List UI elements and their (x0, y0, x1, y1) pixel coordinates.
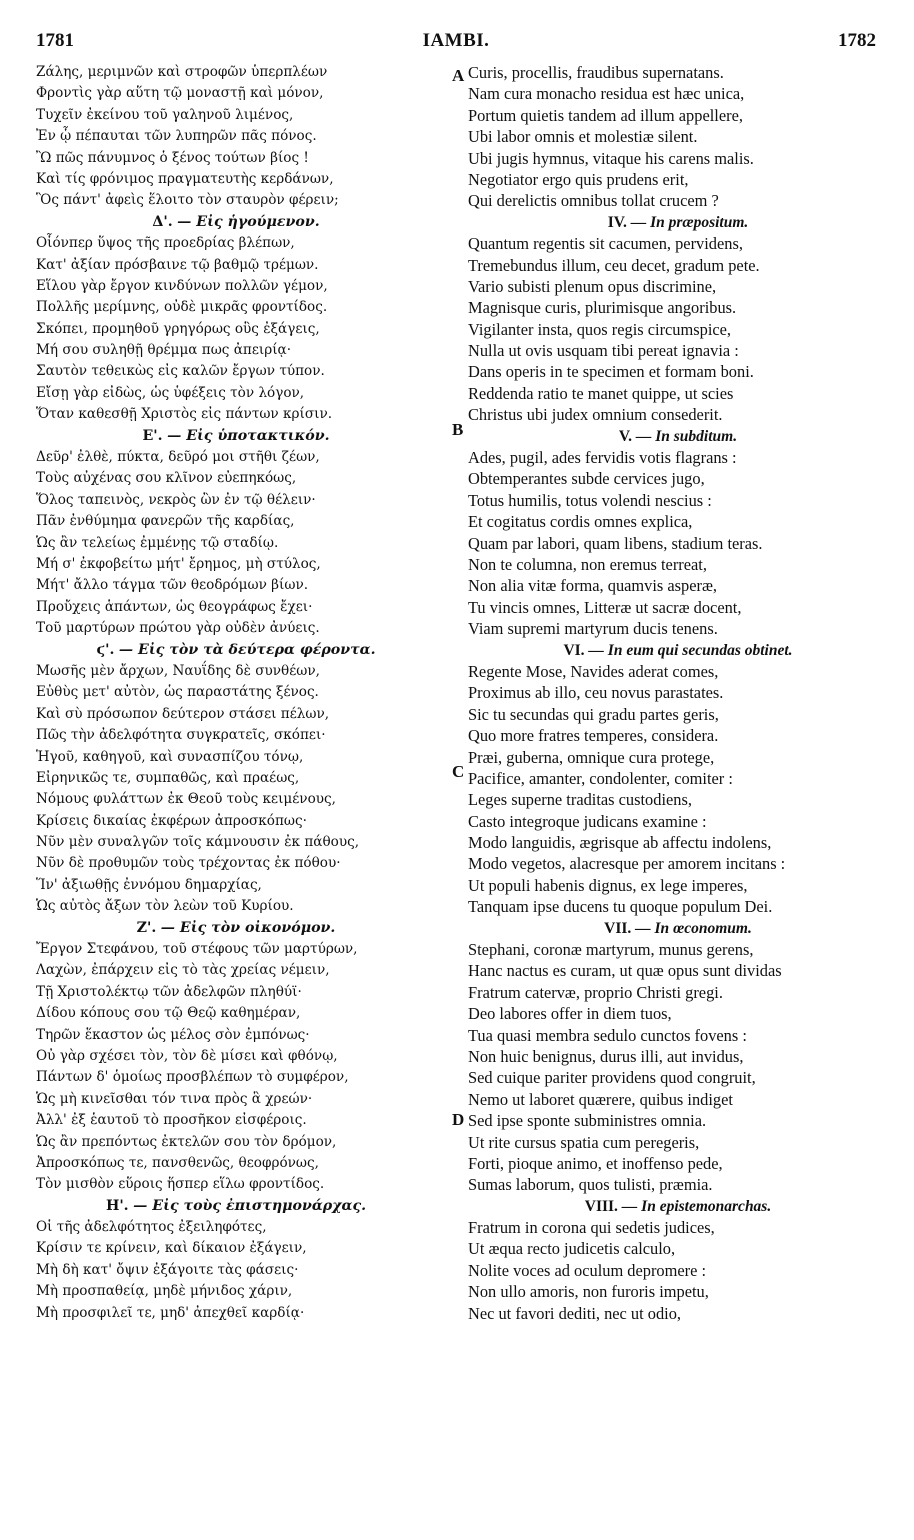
greek-verse-line: Οὐ γὰρ σχέσει τὸν, τὸν δὲ μίσει καὶ φθόνῳ, (36, 1047, 338, 1064)
latin-verse-line: Modo vegetos, alacresque per amorem incitans : (468, 854, 786, 874)
greek-verse-line: Εἴσῃ γὰρ εἰδὼς, ὡς ὑφέξεις τὸν λόγον, (36, 384, 305, 401)
latin-section-heading (468, 426, 888, 447)
latin-verse-line: Tanquam ipse ducens tu quoque populum Dei. (468, 897, 773, 917)
section-title: — In eum qui secundas obtinet. (588, 641, 793, 659)
latin-verse-line: Ut æqua recto judicetis calculo, (468, 1239, 676, 1259)
greek-verse-line: Τηρῶν ἕκαστον ὡς μέλος σὸν ἐμπόνως· (36, 1026, 310, 1043)
latin-verse-line: Christus ubi judex omnium consederit. (468, 405, 723, 425)
latin-section-heading (468, 212, 888, 233)
greek-verse-line: Εἰρηνικῶς τε, συμπαθῶς, καὶ πραέως, (36, 769, 300, 786)
greek-verse-line: Δεῦρ' ἐλθὲ, πύκτα, δεῦρό μοι στῆθι ζέων, (36, 449, 320, 466)
latin-verse-line: Præi, guberna, omnique cura protege, (468, 747, 715, 767)
latin-verse-line: Ut rite cursus spatia cum peregeris, (468, 1132, 700, 1152)
latin-verse-line: Leges superne traditas custodiens, (468, 790, 692, 810)
greek-verse-line: Τοὺς αὐχένας σου κλῖνον εὐεπηκόως, (36, 470, 297, 487)
section-title: — In epistemonarchas. (621, 1197, 772, 1215)
section-number: V. (618, 427, 632, 445)
latin-verse-line: Sed cuique pariter providens quod congruit, (468, 1068, 756, 1088)
greek-verse-line: Μή σ' ἐκφοβείτω μήτ' ἔρημος, μὴ στύλος, (36, 555, 321, 572)
greek-verse-line: Οἷόνπερ ὕψος τῆς προεδρίας βλέπων, (36, 235, 295, 252)
greek-verse-line: Ἵν' ἀξιωθῇς ἐννόμου δημαρχίας, (36, 876, 262, 893)
greek-verse-line: Νῦν μὲν συναλγῶν τοῖς κάμνουσιν ἐκ πάθους, (36, 834, 360, 851)
section-title: — Εἰς τὸν τὰ δεύτερα φέροντα. (118, 641, 376, 658)
latin-verse-line: Negotiator ergo quis prudens erit, (468, 169, 689, 189)
section-title: — In præpositum. (630, 213, 749, 231)
latin-verse-line: Nolite voces ad oculum depromere : (468, 1260, 707, 1280)
margin-marker-a: A (452, 66, 465, 85)
latin-verse-line: Hanc nactus es curam, ut quæ opus sunt dividas (468, 961, 782, 981)
section-number: Ε'. (142, 427, 163, 444)
latin-verse-line: Quam par labori, quam libens, stadium teras. (468, 533, 763, 553)
latin-verse-line: Quo more fratres temperes, considera. (468, 726, 719, 746)
greek-verse-line: Ὡς ἂν πρεπόντως ἐκτελῶν σου τὸν δρόμον, (36, 1133, 337, 1150)
greek-verse-line: Ὃς πάντ' ἀφεὶς ἕλοιτο τὸν σταυρὸν φέρειν; (36, 192, 339, 209)
latin-verse-line: Nulla ut ovis usquam tibi pereat ignavia : (468, 341, 739, 361)
latin-verse-line: Viam supremi martyrum ducis tenens. (468, 619, 718, 639)
latin-verse-line: Et cogitatus cordis omnes explica, (468, 512, 693, 532)
greek-verse-line: Προὔχεις ἁπάντων, ὡς θεογράφως ἔχει· (36, 598, 313, 615)
greek-verse-line: Τυχεῖν ἐκείνου τοῦ γαληνοῦ λιμένος, (36, 106, 294, 123)
latin-verse-line: Casto integroque judicans examine : (468, 811, 707, 831)
greek-verse-line: Ὡς αὐτὸς ἄξων τὸν λεὼν τοῦ Κυρίου. (36, 898, 294, 915)
greek-verse-line: Νῦν δὲ προθυμῶν τοὺς τρέχοντας ἐκ πόθου· (36, 855, 341, 872)
latin-column (468, 62, 888, 1324)
greek-column (36, 62, 436, 1324)
greek-verse-line: Κατ' ἀξίαν πρόσβαινε τῷ βαθμῷ τρέμων. (36, 256, 319, 273)
greek-verse-line: Καὶ σὺ πρόσωπον δεύτερον στάσει πέλων, (36, 705, 330, 722)
latin-verse-line: Tremebundus illum, ceu decet, gradum pete. (468, 255, 760, 275)
greek-section-heading (36, 918, 436, 939)
latin-verse-line: Non ullo amoris, non furoris impetu, (468, 1282, 709, 1302)
greek-verse-line: Δίδου κόπους σου τῷ Θεῷ καθημέραν, (36, 1005, 301, 1022)
latin-verse-line: Sed ipse sponte subministres omnia. (468, 1111, 707, 1131)
page-number-right: 1782 (838, 30, 876, 51)
section-title: — Εἰς τὸν οἰκονόμον. (160, 919, 336, 936)
greek-section-heading (36, 426, 436, 447)
section-number: VII. (604, 919, 632, 937)
latin-verse-line: Sic tu secundas qui gradu partes geris, (468, 704, 719, 724)
greek-section-heading (36, 1196, 436, 1217)
section-number: ϛ'. (96, 641, 115, 658)
section-title: — Εἰς ὑποτακτικόν. (167, 427, 330, 444)
latin-verse-line: Nam cura monacho residua est hæc unica, (468, 84, 745, 104)
greek-verse-line: Πολλῆς μερίμνης, οὐδὲ μικρᾶς φροντίδος. (36, 299, 328, 316)
section-title: — In subditum. (635, 427, 738, 445)
greek-verse-line: Μὴ προσπαθείᾳ, μηδὲ μήνιδος χάριν, (36, 1283, 293, 1300)
latin-verse-line: Qui derelictis omnibus tollat crucem ? (468, 191, 719, 211)
greek-verse-line: Εἵλου γὰρ ἔργον κινδύνων πολλῶν γέμον, (36, 277, 328, 294)
latin-verse-line: Ades, pugil, ades fervidis votis flagrans : (468, 448, 737, 468)
greek-verse-line: Ἡγοῦ, καθηγοῦ, καὶ συνασπίζου τόνῳ, (36, 748, 304, 765)
greek-verse-line: Κρίσεις δικαίας ἐκφέρων ἀπροσκόπως· (36, 812, 307, 829)
greek-verse-line: Ὅλος ταπεινὸς, νεκρὸς ὢν ἐν τῷ θέλειν· (36, 491, 316, 508)
section-title: — Εἰς τοὺς ἐπιστημονάρχας. (133, 1197, 367, 1214)
greek-verse-line: Τὸν μισθὸν εὕροις ἥσπερ εἵλω φροντίδος. (36, 1176, 325, 1193)
greek-verse-line: Ἐν ᾧ πέπαυται τῶν λυπηρῶν πᾶς πόνος. (36, 128, 317, 145)
section-number: VI. (563, 641, 585, 659)
greek-verse-line: Νόμους φυλάττων ἐκ Θεοῦ τοὺς κειμένους, (36, 791, 336, 808)
margin-marker-b: B (452, 420, 464, 439)
section-number: VIII. (584, 1197, 618, 1215)
greek-verse-line: Οἱ τῆς ἀδελφότητος ἐξειληφότες, (36, 1219, 267, 1236)
latin-verse-line: Regente Mose, Navides aderat comes, (468, 661, 719, 681)
greek-verse-line: Μή σου συληθῇ θρέμμα πως ἀπειρίᾳ· (36, 342, 292, 359)
greek-verse-line: Μὴ δὴ κατ' ὄψιν ἐξάγοιτε τὰς φάσεις· (36, 1261, 299, 1278)
latin-verse-line: Reddenda ratio te manet quippe, ut scies (468, 383, 734, 403)
greek-verse-line: Ἔργον Στεφάνου, τοῦ στέφους τῶν μαρτύρων, (36, 941, 358, 958)
greek-verse-line: Ὅταν καθεσθῇ Χριστὸς εἰς πάντων κρίσιν. (36, 406, 333, 423)
greek-verse-line: Μήτ' ἄλλο τάγμα τῶν θεοδρόμων βίων. (36, 577, 309, 594)
margin-marker-d: D (452, 1110, 465, 1129)
latin-section-heading (468, 640, 888, 661)
greek-verse-line: Ὢ πῶς πάνυμνος ὁ ξένος τούτων βίος ! (36, 149, 309, 166)
greek-verse-line: Καὶ τίς φρόνιμος πραγματευτὴς κερδάνων, (36, 170, 334, 187)
greek-verse-line: Πάντων δ' ὁμοίως προσβλέπων τὸ συμφέρον, (36, 1069, 349, 1086)
greek-verse-line: Τῇ Χριστολέκτῳ τῶν ἀδελφῶν πληθύϊ· (36, 983, 302, 1000)
latin-verse-line: Obtemperantes subde cervices jugo, (468, 469, 705, 489)
latin-verse-line: Stephani, coronæ martyrum, munus gerens, (468, 940, 754, 960)
latin-verse-line: Non te columna, non eremus terreat, (468, 554, 707, 574)
greek-verse-line: Ζάλης, μεριμνῶν καὶ στροφῶν ὑπερπλέων (36, 64, 328, 80)
latin-section-heading (468, 1196, 888, 1217)
section-number: Δ'. (152, 213, 173, 230)
latin-verse-line: Ubi labor omnis et molestiæ silent. (468, 127, 698, 147)
latin-verse-line: Nec ut favori dediti, nec ut odio, (468, 1303, 682, 1323)
greek-verse-line: Ἀλλ' ἐξ ἑαυτοῦ τὸ προσῆκον εἰσφέροις. (36, 1112, 307, 1129)
greek-section-heading (36, 640, 436, 661)
greek-verse-line: Τοῦ μαρτύρων πρώτου γὰρ οὐδὲν ἀνύεις. (36, 620, 320, 637)
latin-verse-line: Curis, procellis, fraudibus supernatans. (468, 63, 724, 82)
latin-verse-line: Deo labores offer in diem tuos, (468, 1004, 672, 1024)
latin-verse-line: Nemo ut laboret quærere, quibus indiget (468, 1089, 733, 1109)
latin-verse-line: Modo languidis, ægrisque ab affectu indolens, (468, 833, 772, 853)
latin-verse-line: Sumas laborum, quos tulisti, præmia. (468, 1175, 713, 1195)
greek-section-heading (36, 212, 436, 233)
latin-verse-line: Non huic benignus, durus illi, aut invidus, (468, 1046, 744, 1066)
greek-verse-line: Σκόπει, προμηθοῦ γρηγόρως οὓς ἐξάγεις, (36, 320, 320, 337)
latin-verse-line: Vigilanter insta, quos regis circumspice, (468, 319, 732, 339)
section-number: IV. (607, 213, 627, 231)
page-header (36, 30, 876, 58)
greek-verse-line: Πῶς τὴν ἀδελφότητα συγκρατεῖς, σκόπει· (36, 727, 326, 744)
latin-verse-line: Ubi jugis hymnus, vitaque his carens malis. (468, 148, 754, 168)
latin-verse-line: Tua quasi membra sedulo cunctos fovens : (468, 1025, 747, 1045)
greek-verse-line: Ἀπροσκόπως τε, πανσθενῶς, θεοφρόνως, (36, 1154, 319, 1171)
greek-verse-line: Ὡς ἂν τελείως ἐμμένῃς τῷ σταδίῳ. (36, 534, 279, 551)
latin-section-heading (468, 918, 888, 939)
greek-verse-line: Σαυτὸν τεθεικὼς εἰς καλῶν ἔργων τύπον. (36, 363, 325, 380)
margin-marker-c: C (452, 762, 465, 781)
greek-verse-line: Ὡς μὴ κινεῖσθαι τόν τινα πρὸς ἃ χρεών· (36, 1090, 313, 1107)
running-head: IAMBI. (422, 30, 490, 51)
section-number: Ζ'. (136, 919, 157, 936)
latin-verse-line: Non alia vitæ forma, quamvis asperæ, (468, 576, 717, 596)
page-number-left: 1781 (36, 30, 74, 51)
latin-verse-line: Tu vincis omnes, Litteræ ut sacræ docent, (468, 597, 742, 617)
latin-verse-line: Totus humilis, totus volendi nescius : (468, 490, 712, 510)
latin-verse-line: Portum quietis tandem ad illum appellere, (468, 105, 743, 125)
latin-verse-line: Forti, pioque animo, et inoffenso pede, (468, 1153, 723, 1173)
latin-verse-line: Magnisque curis, plurimisque angoribus. (468, 298, 737, 318)
latin-verse-line: Proximus ab illo, ceu novus parastates. (468, 683, 724, 703)
latin-verse-line: Fratrum catervæ, proprio Christi gregi. (468, 982, 723, 1002)
latin-verse-line: Fratrum in corona qui sedetis judices, (468, 1218, 715, 1238)
greek-verse-line: Εὐθὺς μετ' αὐτὸν, ὡς παραστάτης ξένος. (36, 684, 319, 701)
latin-verse-line: Dans operis in te specimen et formam boni. (468, 362, 754, 382)
latin-verse-line: Pacifice, amanter, condolenter, comiter : (468, 768, 733, 788)
latin-verse-line: Quantum regentis sit cacumen, pervidens, (468, 234, 743, 254)
latin-verse-line: Ut populi habenis dignus, ex lege imperes, (468, 875, 748, 895)
section-title: — In œconomum. (635, 919, 752, 937)
greek-verse-line: Κρίσιν τε κρίνειν, καὶ δίκαιον ἐξάγειν, (36, 1240, 307, 1257)
greek-verse-line: Λαχὼν, ἐπάρχειν εἰς τὸ τὰς χρείας νέμειν, (36, 962, 330, 979)
greek-verse-line: Μὴ προσφιλεῖ τε, μηδ' ἀπεχθεῖ καρδίᾳ· (36, 1304, 305, 1321)
latin-verse-line: Vario subisti plenum opus discrimine, (468, 276, 717, 296)
greek-verse-line: Φροντὶς γὰρ αὕτη τῷ μοναστῇ καὶ μόνον, (36, 85, 324, 102)
section-title: — Εἰς ἡγούμενον. (177, 213, 320, 230)
greek-verse-line: Μωσῆς μὲν ἄρχων, Ναυΐδης δὲ συνθέων, (36, 662, 320, 679)
section-number: Η'. (105, 1197, 129, 1214)
greek-verse-line: Πᾶν ἐνθύμημα φανερῶν τῆς καρδίας, (36, 513, 295, 530)
